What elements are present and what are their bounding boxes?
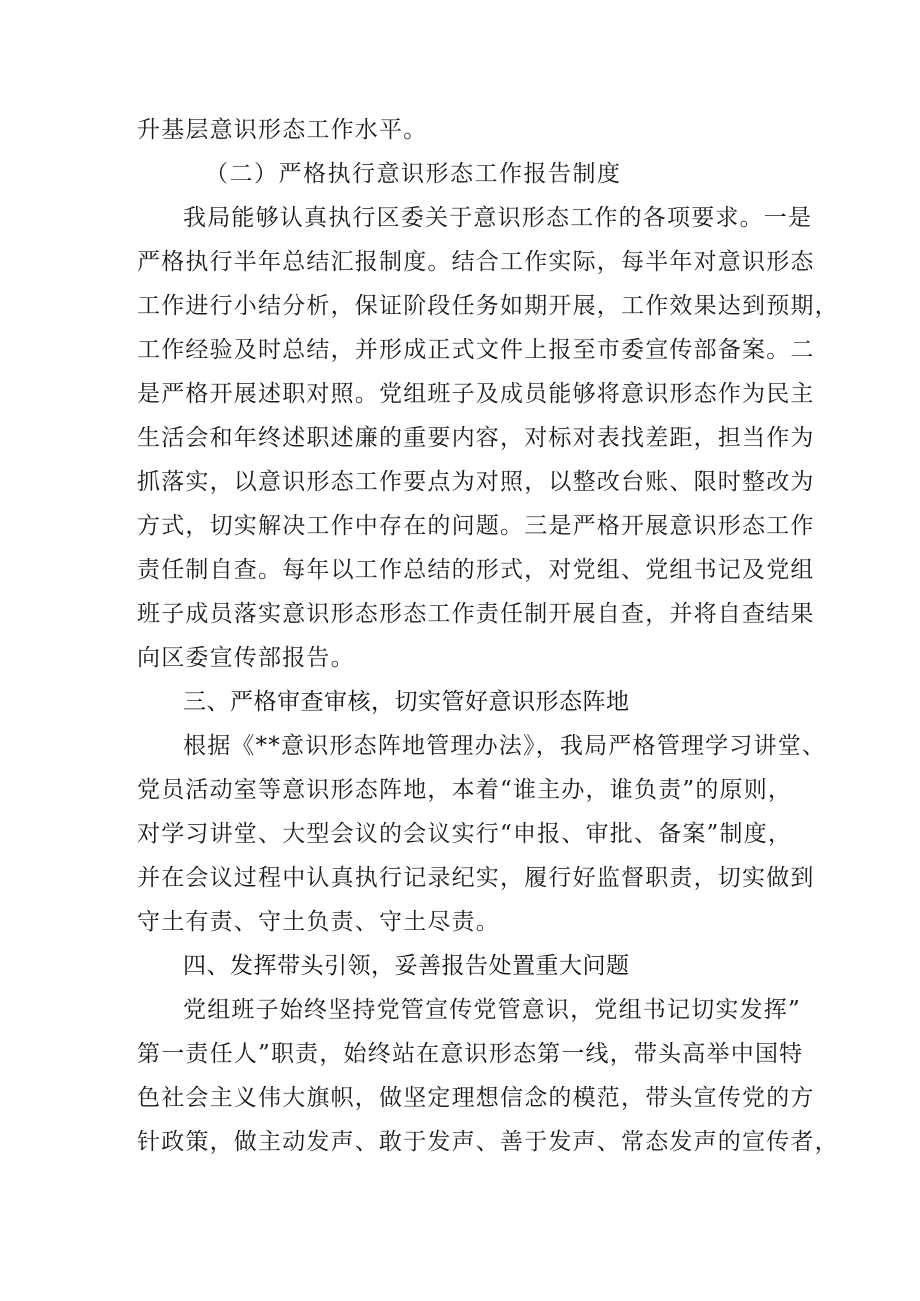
text-line: 第一责任人”职责，始终站在意识形态第一线，带头高举中国特 bbox=[137, 1041, 804, 1067]
paragraph-first-line: 党组班子始终坚持党管宣传党管意识，党组书记切实发挥” bbox=[183, 997, 801, 1023]
text-line: 抓落实，以意识形态工作要点为对照，以整改台账、限时整改为 bbox=[137, 469, 815, 495]
text-line: 向区委宣传部报告。 bbox=[137, 645, 355, 671]
text-line: 并在会议过程中认真执行记录纪实，履行好监督职责，切实做到 bbox=[137, 865, 815, 891]
text-line: 方式，切实解决工作中存在的问题。三是严格开展意识形态工作 bbox=[137, 513, 815, 539]
text-line: 党员活动室等意识形态阵地，本着“谁主办，谁负责”的原则， bbox=[137, 777, 793, 803]
text-line: 是严格开展述职对照。党组班子及成员能够将意识形态作为民主 bbox=[137, 381, 815, 407]
section-heading-four: 四、发挥带头引领，妥善报告处置重大问题 bbox=[183, 953, 630, 979]
text-line: 责任制自查。每年以工作总结的形式，对党组、党组书记及党组 bbox=[137, 557, 815, 583]
paragraph-first-line: 我局能够认真执行区委关于意识形态工作的各项要求。一是 bbox=[183, 205, 813, 231]
paragraph-first-line: 根据《**意识形态阵地管理办法》，我局严格管理学习讲堂、 bbox=[183, 733, 827, 759]
text-line: 对学习讲堂、大型会议的会议实行“申报、审批、备案”制度， bbox=[137, 821, 793, 847]
section-heading-three: 三、严格审查审核，切实管好意识形态阵地 bbox=[183, 689, 630, 715]
text-line: 色社会主义伟大旗帜，做坚定理想信念的模范，带头宣传党的方 bbox=[137, 1085, 815, 1111]
text-line: 针政策，做主动发声、敢于发声、善于发声、常态发声的宣传者， bbox=[137, 1129, 839, 1155]
text-line: 工作经验及时总结，并形成正式文件上报至市委宣传部备案。二 bbox=[137, 337, 815, 363]
text-line: 升基层意识形态工作水平。 bbox=[137, 117, 428, 143]
subsection-heading: （二）严格执行意识形态工作报告制度 bbox=[205, 161, 622, 187]
text-line: 生活会和年终述职述廉的重要内容，对标对表找差距，担当作为 bbox=[137, 425, 815, 451]
text-line: 严格执行半年总结汇报制度。结合工作实际，每半年对意识形态 bbox=[137, 249, 815, 275]
text-line: 班子成员落实意识形态形态工作责任制开展自查，并将自查结果 bbox=[137, 601, 815, 627]
text-line: 守土有责、守土负责、守土尽责。 bbox=[137, 909, 500, 935]
text-line: 工作进行小结分析，保证阶段任务如期开展，工作效果达到预期， bbox=[137, 293, 839, 319]
